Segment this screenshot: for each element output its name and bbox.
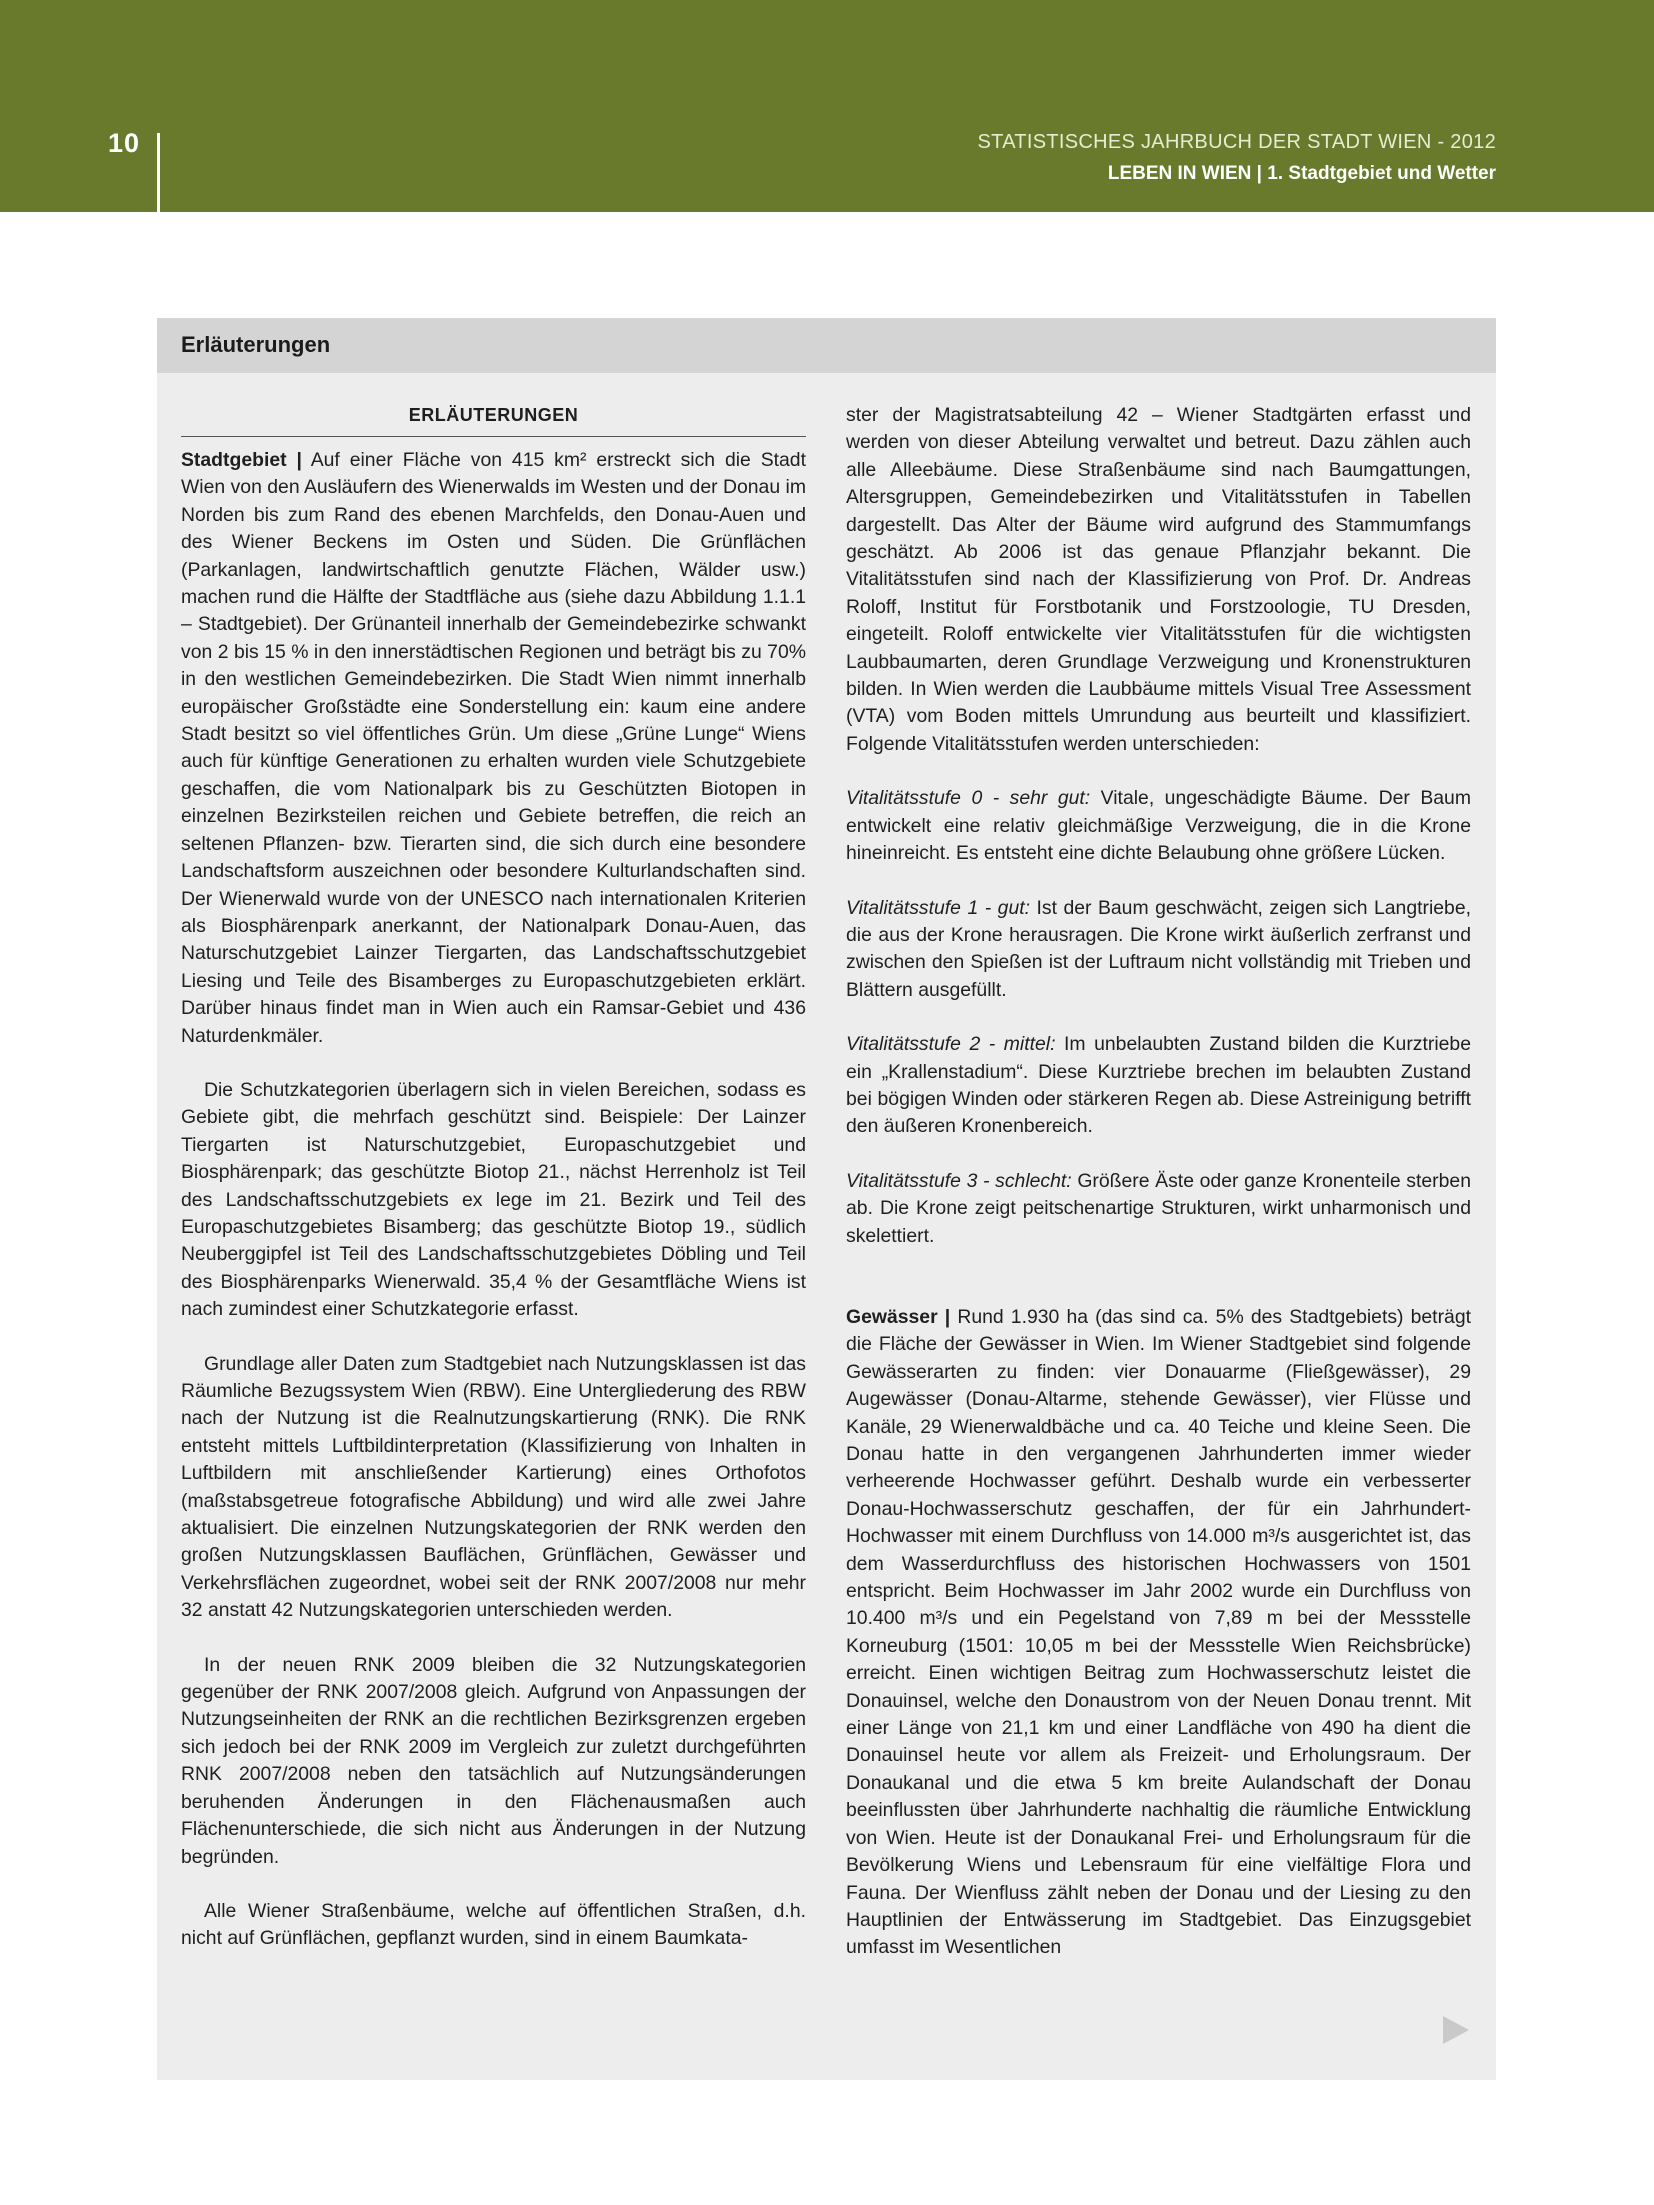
paragraph-vitalitaet-0: [846, 785, 1471, 867]
heading-rule: [181, 436, 806, 437]
term-vitalitaet-3: Vitalitätsstufe 3 - schlecht:: [846, 1169, 1072, 1192]
paragraph-vitalitaet-2: [846, 1031, 1471, 1141]
header-divider: [157, 133, 160, 212]
lead-stadtgebiet: Stadtgebiet |: [181, 449, 302, 471]
text-vitalitaet-3: Größere Äste oder ganze Kronenteile sterben ab. Die Krone zeigt peitschenartige Strukturen, wirkt unharmonisch und skelettiert.: [846, 1169, 1471, 1247]
paragraph-stadtgebiet: [181, 447, 806, 1050]
right-column: [846, 402, 1471, 1962]
explanations-panel: [157, 318, 1496, 2080]
paragraph-vitalitaet-3: [846, 1168, 1471, 1250]
header-bar: [0, 0, 1654, 212]
panel-header: [157, 318, 1496, 373]
term-vitalitaet-0: Vitalitätsstufe 0 - sehr gut:: [846, 787, 1091, 810]
text-stadtgebiet: Auf einer Fläche von 415 km² erstreckt sich die Stadt Wien von den Ausläufern des Wienerwalds im Westen und der Donau im Norden bis zum Rand des ebenen Marchfelds, den Donau-Auen und des Wiener Beckens im Osten und Süden. Die Grünflächen (Parkanlagen, landwirtschaftlich genutzte Flächen, Wälder usw.) machen rund die Hälfte der Stadtfläche aus (siehe dazu Abbildung 1.1.1 – Stadtgebiet). Der Grünanteil innerhalb der Gemeindebezirke schwankt von 2 bis 15 % in den innerstädtischen Regionen und beträgt bis zu 70% in den westlichen Gemeindebezirken. Die Stadt Wien nimmt innerhalb europäischer Großstädte eine Sonderstellung ein: kaum eine andere Stadt besitzt so viel öffentliches Grün. Um diese „Grüne Lunge“ Wiens auch für künftige Generationen zu erhalten wurden viele Schutzgebiete geschaffen, die vom Nationalpark bis zu Geschützten Biotopen in einzelnen Bezirksteilen reichen und Gebiete betreffen, die reich an seltenen Pflanzen- bzw. Tierarten sind, die sich durch eine besondere Landschaftsform auszeichnen oder besondere Kulturlandschaften sind. Der Wienerwald wurde von der UNESCO nach internationalen Kriterien als Biosphärenpark anerkannt, der Nationalpark Donau-Auen, das Naturschutzgebiet Lainzer Tiergarten, das Landschaftsschutzgebiet Liesing und Teile des Bisamberges zu Europaschutzgebieten erklärt. Darüber hinaus findet man in Wien auch ein Ramsar-Gebiet und 436 Naturdenkmäler.: [181, 449, 806, 1047]
publication-title: STATISTISCHES JAHRBUCH DER STADT WIEN - 2012: [977, 131, 1496, 153]
paragraph-schutzkategorien: Die Schutzkategorien überlagern sich in vielen Bereichen, sodass es Gebiete gibt, die mehrfach geschützt sind. Beispiele: Der Lainzer Tiergarten ist Naturschutzgebiet, Europaschutzgebiet und Biosphärenpark; das geschützte Biotop 21., nächst Herrenholz ist Teil des Landschaftsschutzgebiets ex lege im 21. Bezirk und Teil des Europaschutzgebietes Bisamberg; das geschützte Biotop 19., südlich Neuberggipfel ist Teil des Landschaftsschutzgebietes Döbling und Teil des Biosphärenparks Wienerwald. 35,4 % der Gesamtfläche Wiens ist nach zumindest einer Schutzkategorie erfasst.: [181, 1078, 806, 1321]
text-vitalitaet-1: Ist der Baum geschwächt, zeigen sich Langtriebe, die aus der Krone herausragen. Die Krone wirkt äußerlich zerfranst und zwischen den Spießen ist der Luftraum nicht vollständig mit Trieben und Blättern ausgefüllt.: [846, 896, 1471, 1001]
paragraph-baumkataster: ster der Magistratsabteilung 42 – Wiener Stadtgärten erfasst und werden von dieser Abteilung verwaltet und betreut. Dazu zählen auch alle Alleebäume. Diese Straßenbäume sind nach Baumgattungen, Altersgruppen, Gemeindebezirken und Vitalitätsstufen in Tabellen dargestellt. Das Alter der Bäume wird aufgrund des Stammumfangs geschätzt. Ab 2006 ist das genaue Pflanzjahr bekannt. Die Vitalitätsstufen sind nach der Klassifizierung von Prof. Dr. Andreas Roloff, Institut für Forstbotanik und Forstzoologie, TU Dresden, eingeteilt. Roloff entwickelte vier Vitalitätsstufen für die wichtigsten Laubbaumarten, deren Grundlage Verzweigung und Kronenstrukturen bilden. In Wien werden die Laubbäume mittels Visual Tree Assessment (VTA) vom Boden mittels Umrundung aus beurteilt und klassifiziert. Folgende Vitalitätsstufen werden unterschieden:: [846, 404, 1471, 755]
section-heading: ERLÄUTERUNGEN: [408, 405, 579, 425]
text-vitalitaet-2: Im unbelaubten Zustand bilden die Kurztriebe ein „Krallenstadium“. Diese Kurztriebe brechen im belaubten Zustand bei bögigen Winden oder stärkeren Regen ab. Diese Astreinigung betrifft den äußeren Kronenbereich.: [846, 1033, 1471, 1138]
page-number: 10: [108, 128, 141, 158]
paragraph-strassenbaeume: Alle Wiener Straßenbäume, welche auf öffentlichen Straßen, d.h. nicht auf Grünflächen, gepflanzt wurden, sind in einem Baumkata-: [181, 1899, 806, 1950]
term-vitalitaet-1: Vitalitätsstufe 1 - gut:: [846, 896, 1031, 919]
panel-title: Erläuterungen: [181, 332, 331, 357]
text-vitalitaet-0: Vitale, ungeschädigte Bäume. Der Baum entwickelt eine relativ gleichmäßige Verzweigung, die in die Krone hineinreicht. Es entsteht eine dichte Belaubung ohne größere Lücken.: [846, 787, 1471, 865]
next-page-arrow-icon[interactable]: [1443, 2016, 1469, 2044]
paragraph-vitalitaet-1: [846, 895, 1471, 1005]
left-column: [181, 402, 806, 1953]
paragraph-rbw: Grundlage aller Daten zum Stadtgebiet nach Nutzungsklassen ist das Räumliche Bezugssystem Wien (RBW). Eine Untergliederung des RBW nach der Nutzung ist die Realnutzungskartierung (RNK). Die RNK entsteht mittels Luftbildinterpretation (Klassifizierung von Inhalten in Luftbildern mit anschließender Kartierung) eines Orthofotos (maßstabsgetreue fotografische Abbildung) und wird alle zwei Jahre aktualisiert. Die einzelnen Nutzungskategorien der RNK werden den großen Nutzungsklassen Bauflächen, Grünflächen, Gewässer und Verkehrsflächen zugeordnet, wobei seit der RNK 2007/2008 nur mehr 32 anstatt 42 Nutzungskategorien unterschieden werden.: [181, 1352, 806, 1622]
text-gewaesser: Rund 1.930 ha (das sind ca. 5% des Stadtgebiets) beträgt die Fläche der Gewässer in Wien. Im Wiener Stadtgebiet sind folgende Gewässerarten zu finden: vier Donauarme (Fließgewässer), 29 Augewässer (Donau-Altarme, stehende Gewässer), vier Flüsse und Kanäle, 29 Wienerwaldbäche und ca. 40 Teiche und kleine Seen. Die Donau hatte in den vergangenen Jahrhunderten immer wieder verheerende Hochwasser geführt. Deshalb wurde ein verbesserter Donau-Hochwasserschutz geschaffen, der für ein Jahrhundert-Hochwasser mit einem Durchfluss von 14.000 m³/s ausgerichtet ist, das dem Wasserdurchfluss des historischen Hochwassers von 1501 entspricht. Beim Hochwasser im Jahr 2002 wurde ein Durchfluss von 10.400 m³/s und ein Pegelstand von 7,89 m bei der Messstelle Korneuburg (1501: 10,05 m bei der Messstelle Wien Reichsbrücke) erreicht. Einen wichtigen Beitrag zum Hochwasserschutz leistet die Donauinsel, welche den Donaustrom von der Neuen Donau trennt. Mit einer Länge von 21,1 km und einer Landfläche von 490 ha dient die Donauinsel heute vor allem als Freizeit- und Erholungsraum. Der Donaukanal und die etwa 5 km breite Aulandschaft der Donau beeinflussten über Jahrhunderte nachhaltig die räumliche Entwicklung von Wien. Heute ist der Donaukanal Frei- und Erholungsraum für die Bevölkerung Wiens und Lebensraum für eine vielfältige Flora und Fauna. Der Wienfluss zählt neben der Donau und der Liesing zu den Hauptlinien der Entwässerung im Stadtgebiet. Das Einzugsgebiet umfasst im Wesentlichen: [846, 1305, 1471, 1959]
lead-gewaesser: Gewässer |: [846, 1305, 951, 1328]
paragraph-gewaesser: [846, 1304, 1471, 1962]
chapter-title: LEBEN IN WIEN | 1. Stadtgebiet und Wetter: [1107, 163, 1496, 184]
term-vitalitaet-2: Vitalitätsstufe 2 - mittel:: [846, 1033, 1056, 1056]
paragraph-rnk-2009: In der neuen RNK 2009 bleiben die 32 Nutzungskategorien gegenüber der RNK 2007/2008 gleich. Aufgrund von Anpassungen der Nutzungseinheiten der RNK an die rechtlichen Bezirksgrenzen ergeben sich jedoch bei der RNK 2009 im Vergleich zur zuletzt durchgeführten RNK 2007/2008 neben den tatsächlich auf Nutzungsänderungen beruhenden Änderungen in den Flächenausmaßen auch Flächenunterschiede, die sich nicht aus Änderungen in der Nutzung begründen.: [181, 1653, 806, 1868]
